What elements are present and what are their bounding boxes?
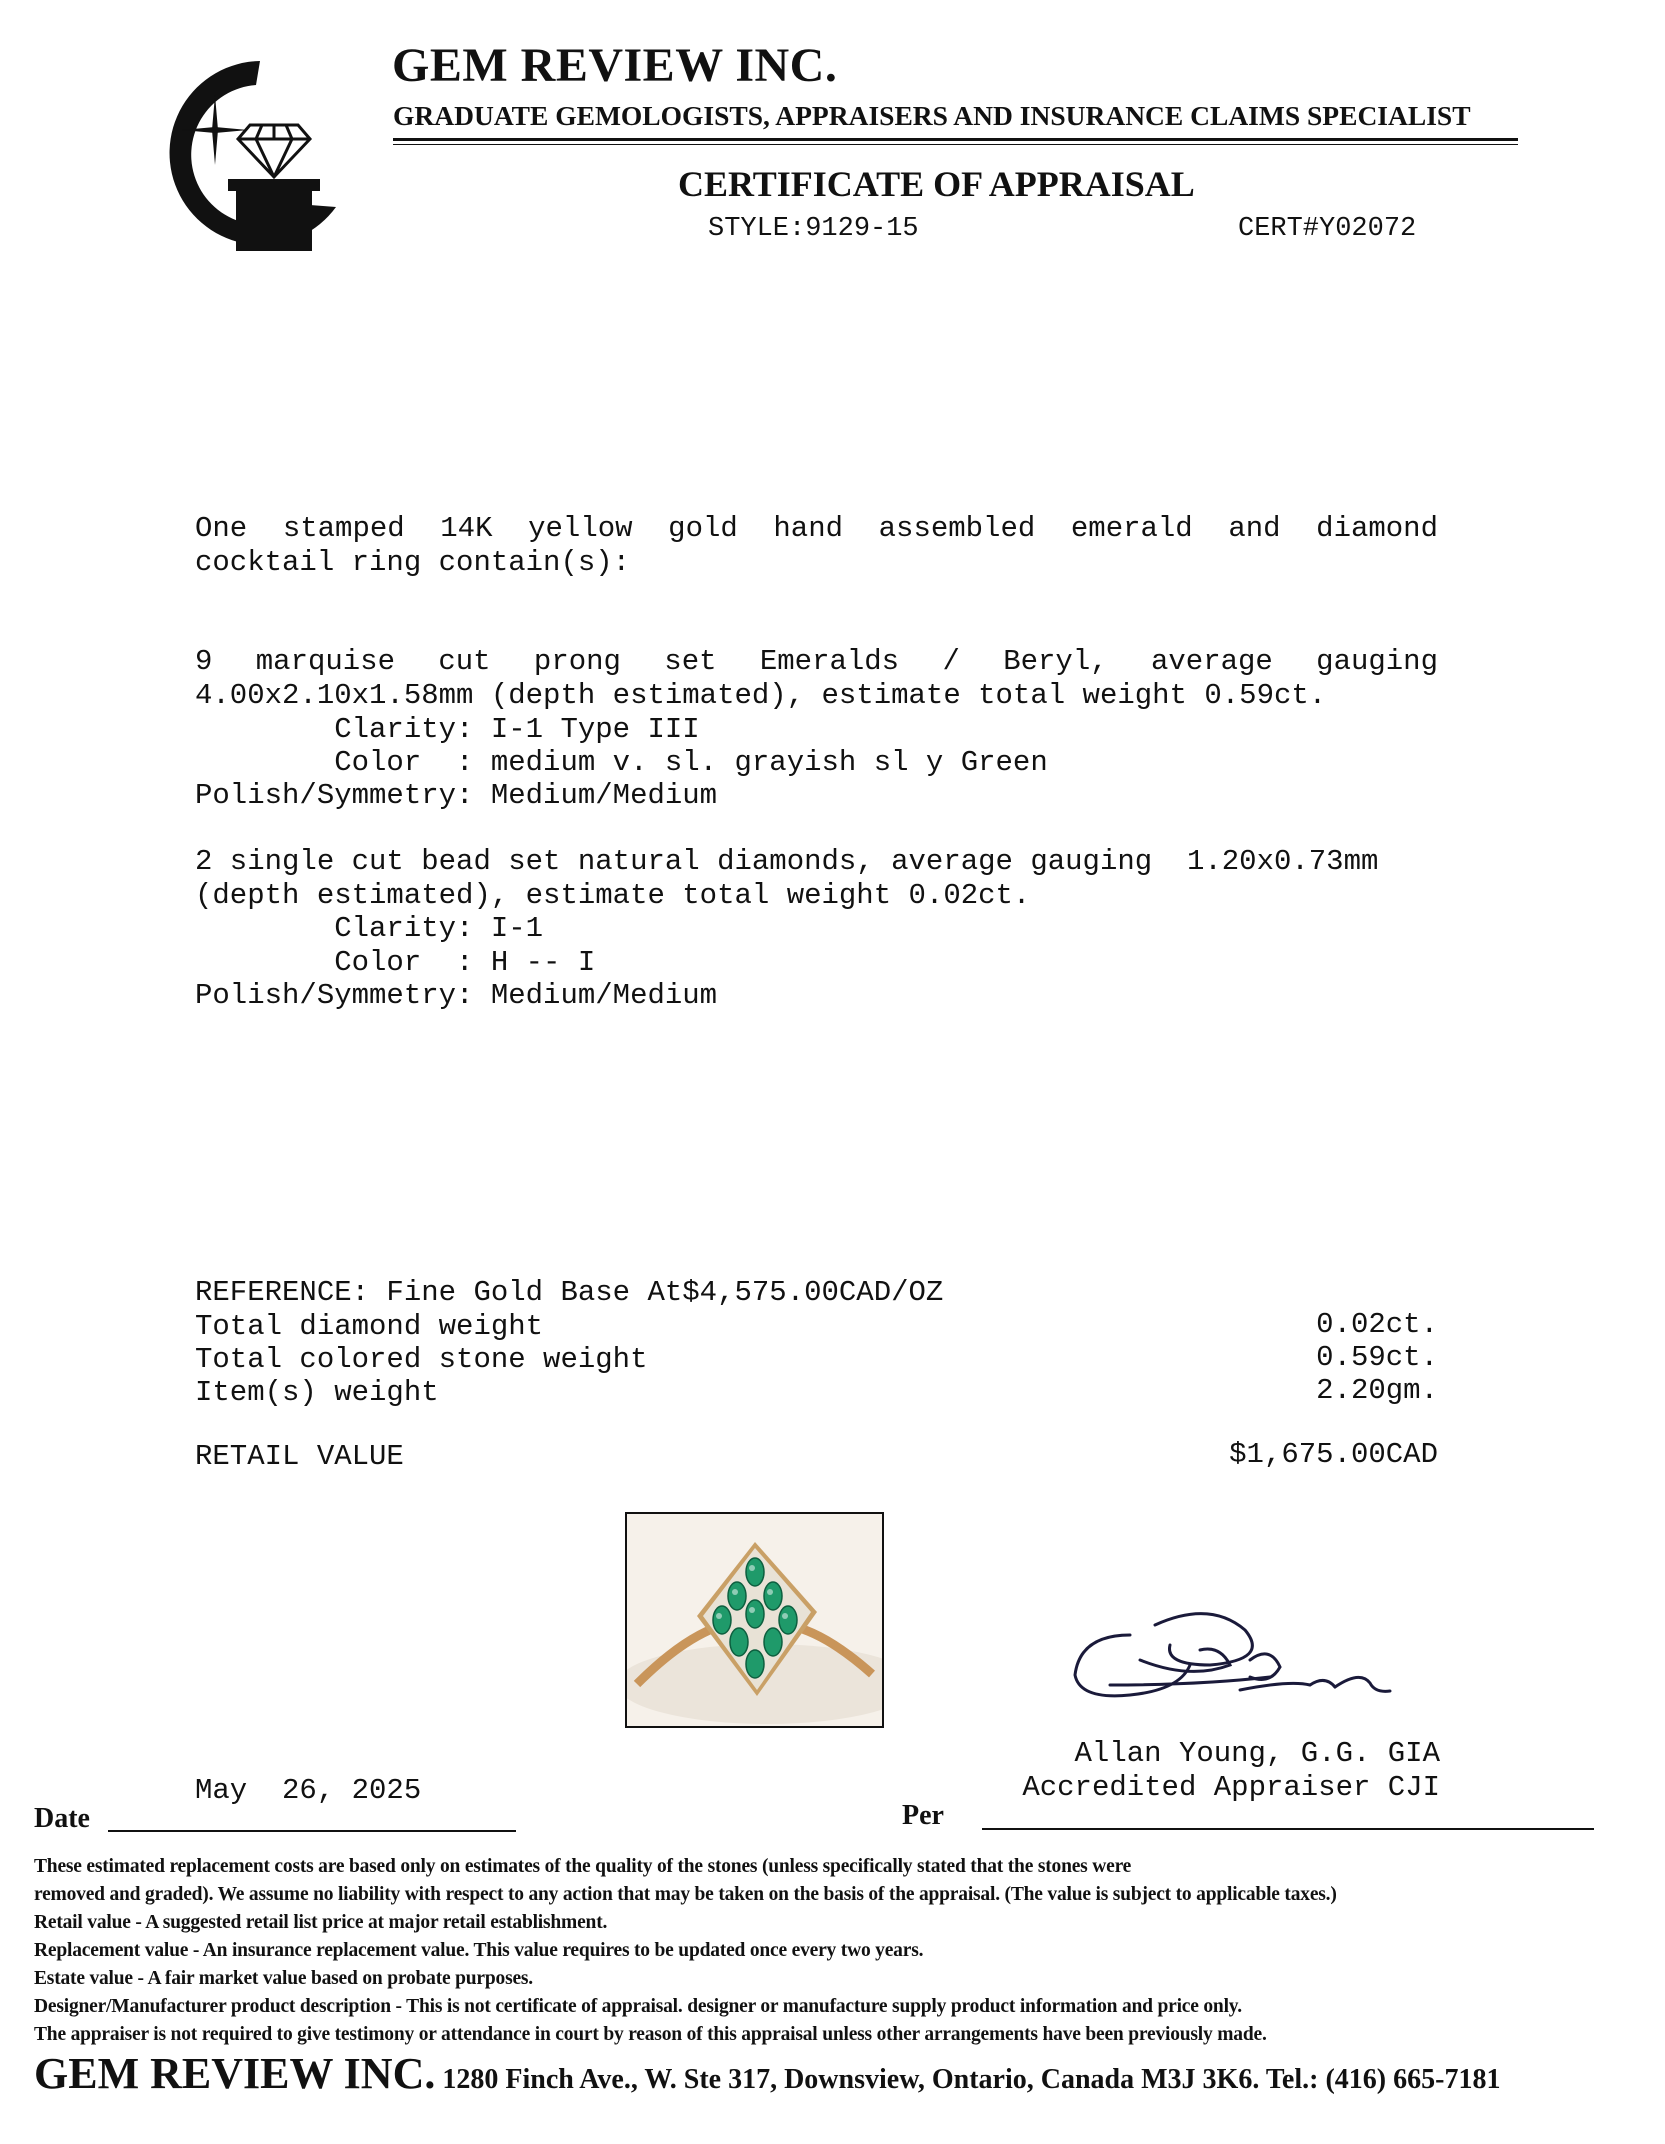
certificate-title: CERTIFICATE OF APPRAISAL [678, 164, 1195, 204]
diamond-description-line: 2 single cut bead set natural diamonds, average gauging 1.20x0.73mm [195, 845, 1379, 878]
header-rule-thin [393, 144, 1518, 145]
per-label: Per [902, 1800, 944, 1831]
summary-value: 0.02ct. [1316, 1308, 1438, 1341]
emerald-description-line: 9 marquise cut prong set Emeralds / Beryl, average gauging [195, 645, 1438, 678]
diamond-clarity: Clarity: I-1 [195, 912, 544, 945]
appraiser-name: Allan Young, G.G. GIA [1074, 1737, 1440, 1770]
style-number: STYLE:9129-15 [708, 214, 919, 244]
gold-reference: REFERENCE: Fine Gold Base At$4,575.00CAD/OZ [195, 1276, 944, 1309]
summary-label: Item(s) weight [195, 1376, 439, 1409]
certificate-number: CERT#Y02072 [1238, 214, 1417, 244]
disclaimer-line: Designer/Manufacturer product description - This is not certificate of appraisal. designer or manufacture supply product information and price only. [34, 1996, 1242, 2017]
summary-value: 0.59ct. [1316, 1341, 1438, 1374]
summary-label: Total colored stone weight [195, 1343, 648, 1376]
retail-value-amount: $1,675.00CAD [1229, 1438, 1438, 1471]
summary-value: 2.20gm. [1316, 1374, 1438, 1407]
disclaimer-line: removed and graded). We assume no liability with respect to any action that may be taken on the basis of the appraisal. (The value is subject to applicable taxes.) [34, 1884, 1337, 1905]
company-name: GEM REVIEW INC. [392, 39, 838, 92]
item-description-line: One stamped 14K yellow gold hand assembled emerald and diamond [195, 512, 1438, 545]
disclaimer-line: These estimated replacement costs are based only on estimates of the quality of the stones (unless specifically stated that the stones were [34, 1856, 1132, 1877]
emerald-polish-symmetry: Polish/Symmetry: Medium/Medium [195, 779, 718, 812]
header-rule [393, 138, 1518, 141]
disclaimer-line: The appraiser is not required to give testimony or attendance in court by reason of this appraisal unless other arrangements have been previously made. [34, 2024, 1267, 2045]
disclaimer-line: Estate value - A fair market value based on probate purposes. [34, 1968, 533, 1989]
emerald-description-line: 4.00x2.10x1.58mm (depth estimated), estimate total weight 0.59ct. [195, 679, 1327, 712]
footer [34, 2048, 1500, 2099]
gem-on-pedestal-icon [140, 55, 340, 255]
company-tagline: GRADUATE GEMOLOGISTS, APPRAISERS AND INSURANCE CLAIMS SPECIALIST [393, 100, 1471, 131]
appraiser-credentials: Accredited Appraiser CJI [1022, 1771, 1440, 1804]
disclaimer-line: Replacement value - An insurance replacement value. This value requires to be updated once every two years. [34, 1940, 924, 1961]
date-label: Date [34, 1803, 90, 1834]
emerald-color: Color : medium v. sl. grayish sl y Green [195, 746, 1048, 779]
footer-address: 1280 Finch Ave., W. Ste 317, Downsview, Ontario, Canada M3J 3K6. Tel.: (416) 665-7181 [435, 2064, 1501, 2095]
appraisal-date: May 26, 2025 [195, 1774, 422, 1807]
retail-value-label: RETAIL VALUE [195, 1440, 404, 1473]
signature-line [982, 1828, 1594, 1830]
emerald-clarity: Clarity: I-1 Type III [195, 713, 700, 746]
appraiser-signature [1070, 1605, 1400, 1725]
date-line [108, 1830, 516, 1832]
item-description-line: cocktail ring contain(s): [195, 546, 631, 579]
diamond-polish-symmetry: Polish/Symmetry: Medium/Medium [195, 979, 718, 1012]
footer-company-name: GEM REVIEW INC. [34, 2049, 436, 2098]
diamond-color: Color : H -- I [195, 946, 596, 979]
summary-label: Total diamond weight [195, 1310, 544, 1343]
disclaimer-line: Retail value - A suggested retail list price at major retail establishment. [34, 1912, 608, 1933]
emerald-ring-photo [625, 1512, 884, 1728]
diamond-description-line: (depth estimated), estimate total weight 0.02ct. [195, 879, 1031, 912]
